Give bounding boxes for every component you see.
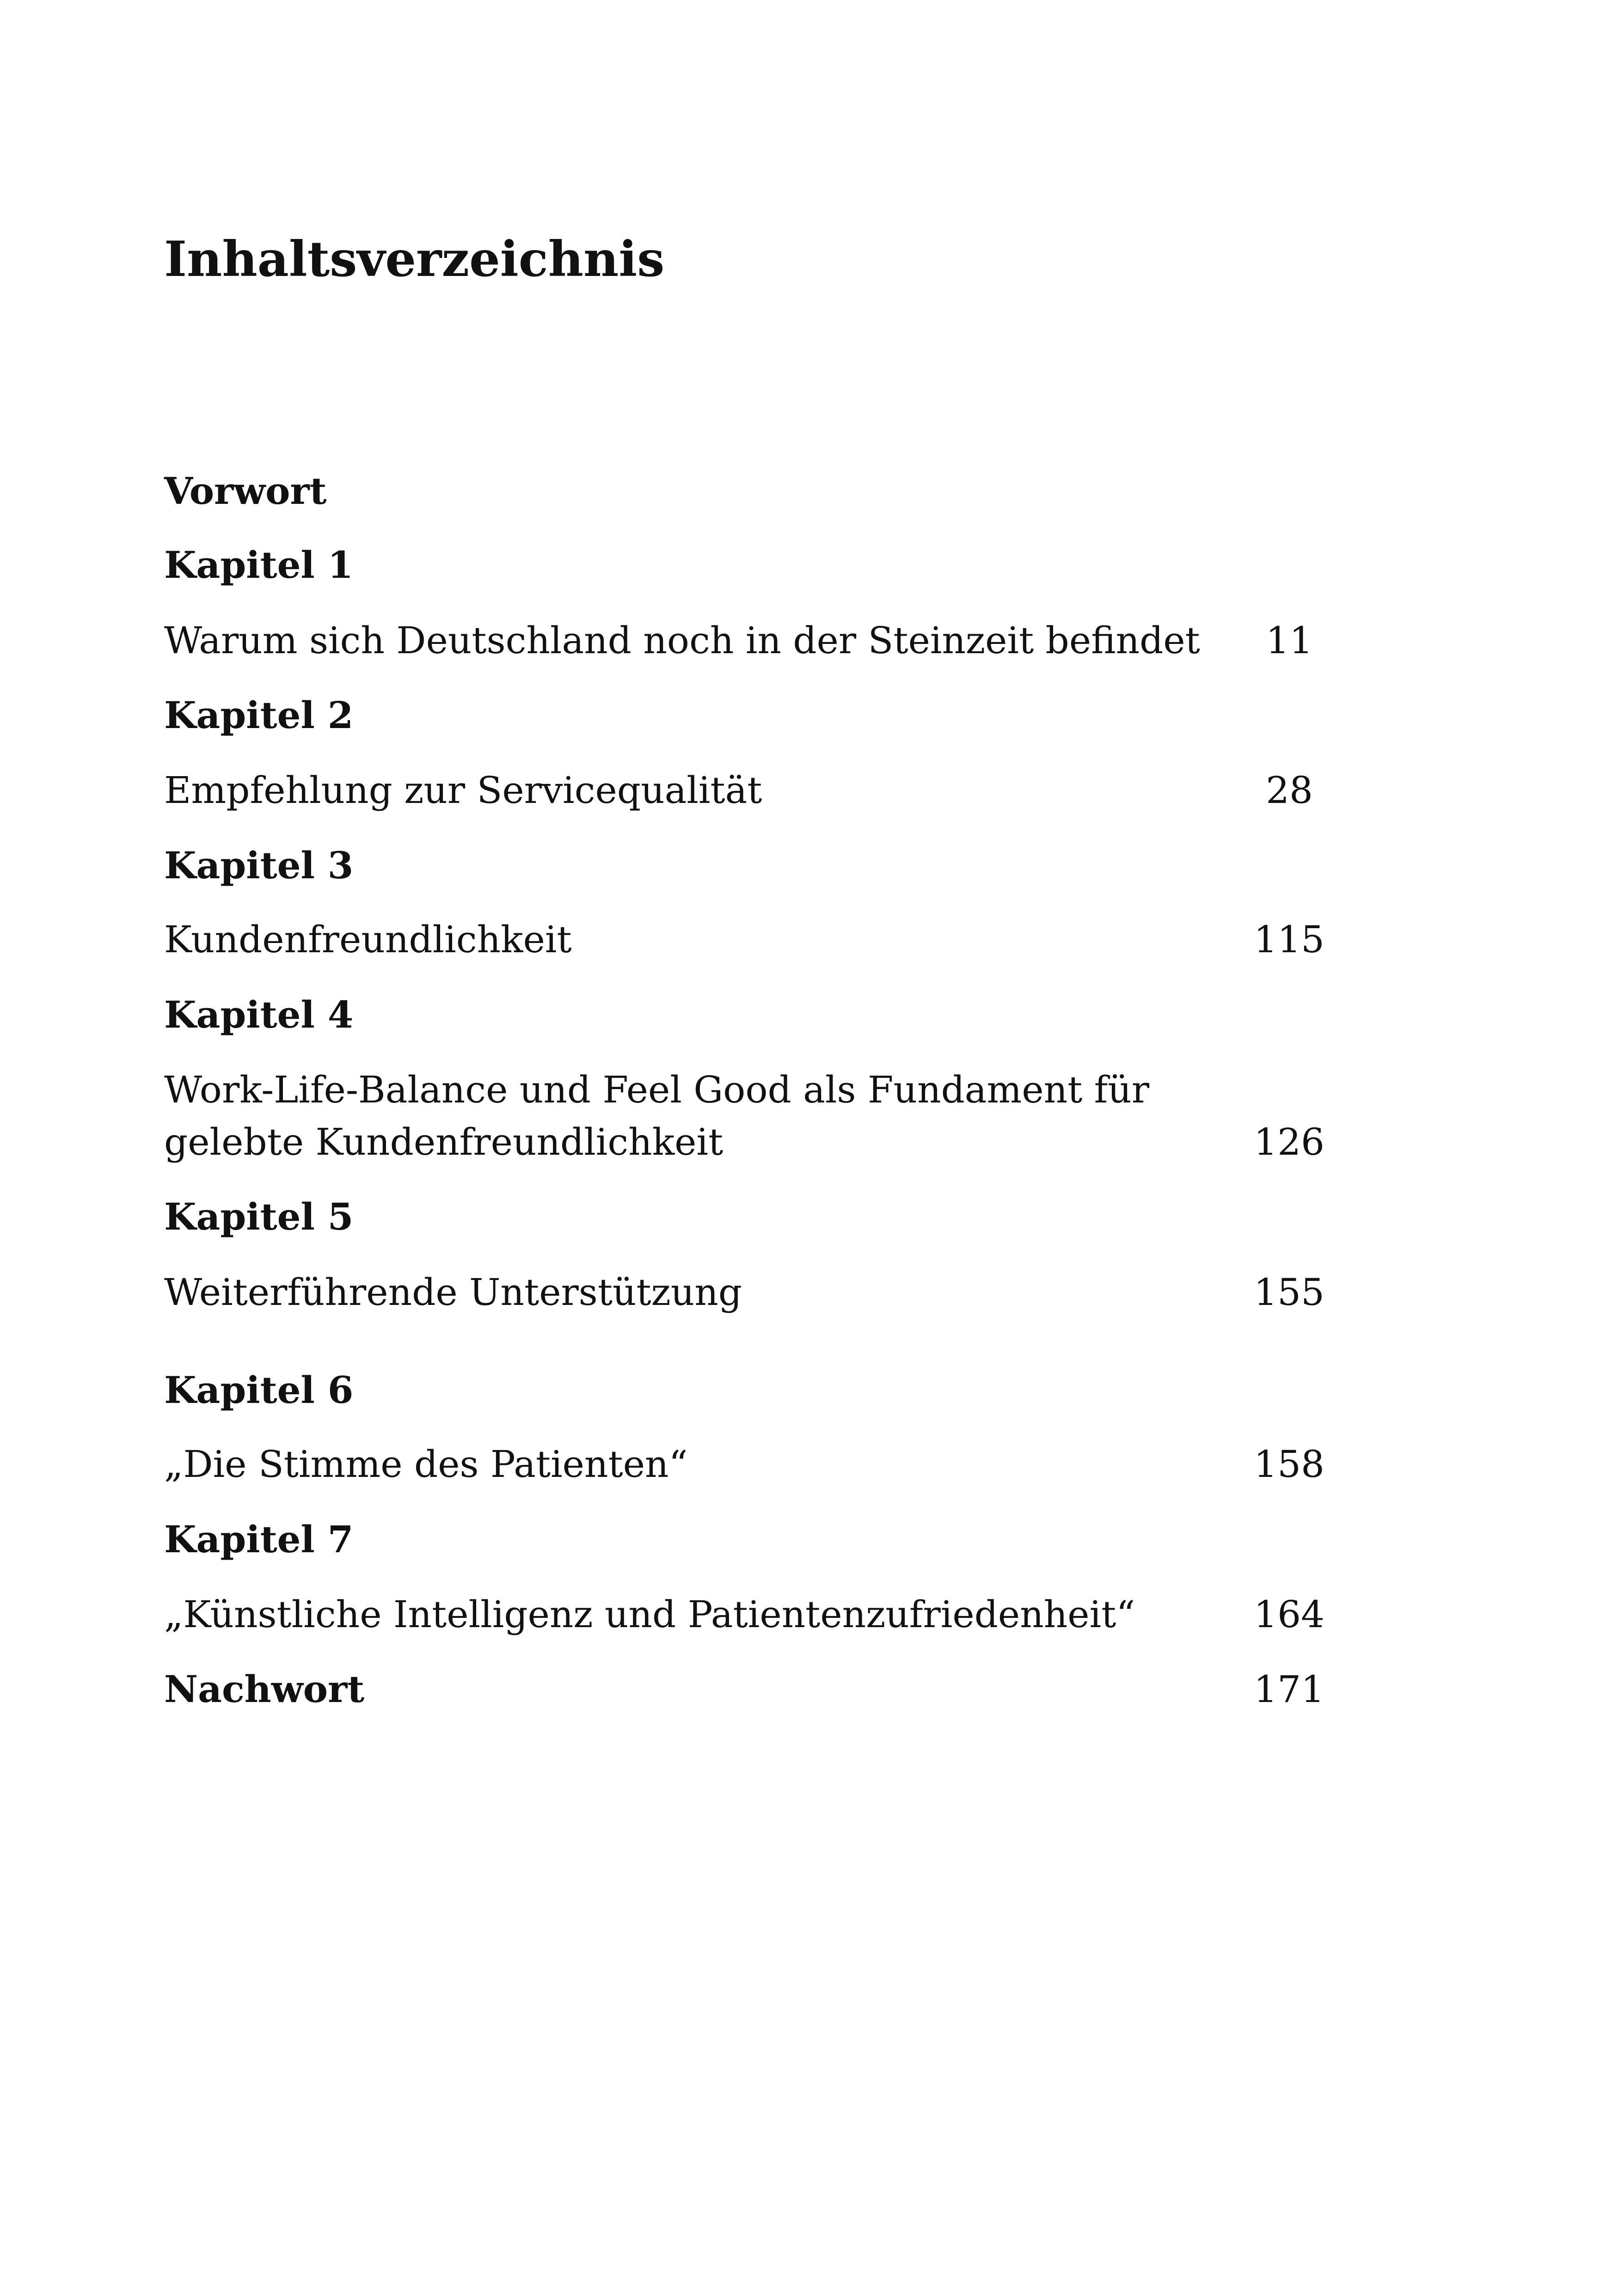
toc-heading-kapitel-4: Kapitel 4 (164, 993, 354, 1036)
toc-page-kapitel-1: 11 (1266, 619, 1313, 662)
toc-heading-kapitel-3: Kapitel 3 (164, 844, 354, 887)
toc-entry-kapitel-3: Kundenfreundlichkeit (164, 918, 572, 961)
toc-heading-kapitel-1: Kapitel 1 (164, 543, 354, 587)
toc-page-kapitel-6: 158 (1254, 1443, 1324, 1486)
toc-page-kapitel-4: 126 (1254, 1120, 1324, 1163)
toc-entry-kapitel-6: „Die Stimme des Patienten“ (164, 1443, 688, 1486)
toc-entry-kapitel-4-line-1: Work-Life-Balance und Feel Good als Fundament für (164, 1068, 1150, 1111)
toc-entry-kapitel-4-line-2: gelebte Kundenfreundlichkeit (164, 1120, 723, 1163)
toc-entry-kapitel-7: „Künstliche Intelligenz und Patientenzufriedenheit“ (164, 1593, 1135, 1636)
toc-heading-kapitel-6: Kapitel 6 (164, 1368, 354, 1412)
toc-heading-kapitel-5: Kapitel 5 (164, 1195, 354, 1238)
toc-page-kapitel-3: 115 (1254, 918, 1324, 961)
toc-heading-nachwort: Nachwort (164, 1667, 365, 1711)
toc-page-kapitel-5: 155 (1254, 1271, 1324, 1314)
toc-heading-kapitel-2: Kapitel 2 (164, 693, 354, 737)
toc-entry-kapitel-2: Empfehlung zur Servicequalität (164, 769, 762, 812)
toc-page-nachwort: 171 (1254, 1668, 1324, 1711)
toc-entry-kapitel-5: Weiterführende Unterstützung (164, 1271, 742, 1314)
toc-page-kapitel-7: 164 (1254, 1593, 1324, 1636)
toc-entry-kapitel-1: Warum sich Deutschland noch in der Steinzeit befindet (164, 619, 1200, 662)
toc-page-kapitel-2: 28 (1266, 769, 1313, 812)
page-title: Inhaltsverzeichnis (164, 230, 665, 288)
toc-heading-vorwort: Vorwort (164, 469, 327, 513)
toc-heading-kapitel-7: Kapitel 7 (164, 1518, 354, 1561)
